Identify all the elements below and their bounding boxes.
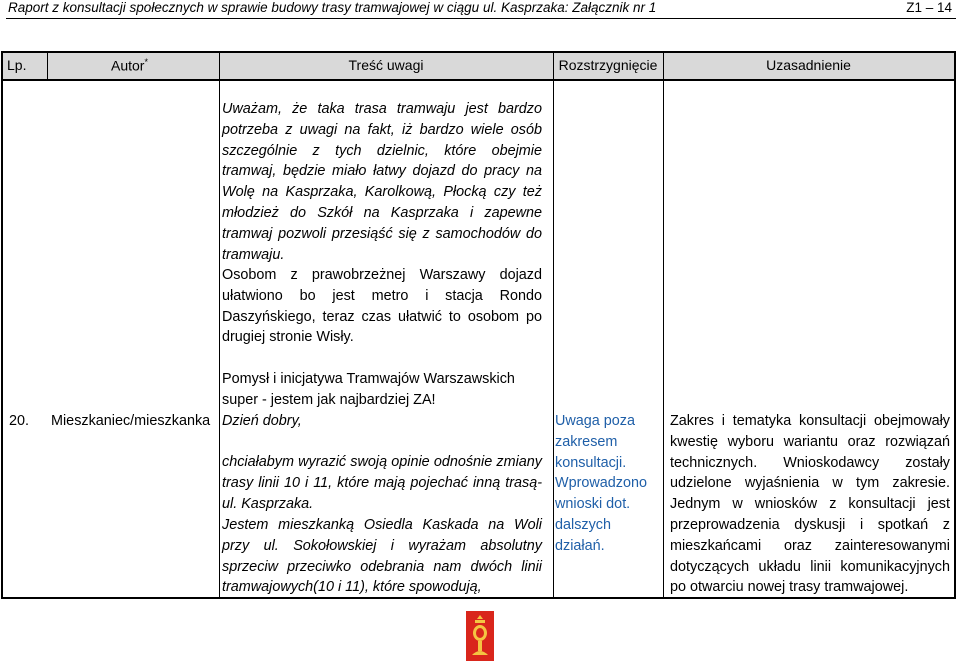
table-header-row xyxy=(3,53,954,81)
author-cell: Mieszkaniec/mieszkanka xyxy=(51,413,211,429)
header-rule xyxy=(6,18,956,19)
warsaw-siren-logo-icon xyxy=(466,611,494,661)
row-number: 20. xyxy=(9,413,30,429)
column-divider xyxy=(553,53,554,597)
column-header-autor: Autor* xyxy=(111,57,148,74)
page-number: Z1 – 14 xyxy=(906,0,952,15)
comment-greeting: Dzień dobry, xyxy=(222,413,302,429)
justification-cell: Zakres i tematyka konsultacji obejmowały kwestię wyboru wariantu oraz rozwiązań technicznych. Wnioskodawcy zostały udzielone wyjaśnienia w tym zakresie. Jednym w wniosków z konsultacji jest przeprowadzenia dyskusji i spotkań z mieszkańcami oraz zainteresowanymi dotyczących układu linii komunikacyjnych po otwarciu nowej trasy tramwajowej. xyxy=(670,413,950,596)
consultation-table xyxy=(1,51,956,599)
column-header-uzasadnienie: Uzasadnienie xyxy=(766,57,851,73)
column-header-lp: Lp. xyxy=(7,57,27,73)
column-divider xyxy=(663,53,664,597)
column-divider xyxy=(219,53,220,597)
comment-body: chciałabym wyrazić swoją opinie odnośnie zmiany trasy linii 10 i 11, które mają pojechać inną trasą- ul. Kasprzaka. xyxy=(222,454,542,512)
decision-cell: Uwaga poza zakresem konsultacji. Wprowadzono wnioski dot. dalszych działań. xyxy=(555,413,647,554)
footnote-mark: * xyxy=(144,57,148,67)
column-header-tresc: Treść uwagi xyxy=(348,57,424,73)
comment-paragraph: Uważam, że taka trasa tramwaju jest bardzo potrzeba z uwagi na fakt, iż bardzo wiele osób szczególnie z tych dzielnic, które obejmie tramwaj, będzie miało łatwy dojazd do pracy na Wolę na Kasprzaka, Karolkową, Płocką czy też młodzież do Szkół na Kasprzaka i zapewne tramwaj pozwoli przesiąść się z samochodów do tramwaju. xyxy=(222,101,542,263)
comment-paragraph: Pomysł i inicjatywa Tramwajów Warszawskich super - jestem jak najbardziej ZA! xyxy=(222,371,515,408)
column-divider xyxy=(47,53,48,79)
column-header-rozstrzygniecie: Rozstrzygnięcie xyxy=(558,57,658,73)
comment-paragraph: Osobom z prawobrzeżnej Warszawy dojazd ułatwiono bo jest metro i stacja Rondo Daszyńskiego, teraz czas ułatwić to osobom po drugiej stronie Wisły. xyxy=(222,267,542,346)
comment-body: Jestem mieszkanką Osiedla Kaskada na Woli przy ul. Sokołowskiej i wyrażam absolutny sprzeciw przeciwko odebrania nam dwóch linii tramwajowych(10 i 11), które spowodują, xyxy=(222,517,542,596)
page-header-title: Raport z konsultacji społecznych w sprawie budowy trasy tramwajowej w ciągu ul. Kasprzaka: Załącznik nr 1 xyxy=(8,0,657,15)
